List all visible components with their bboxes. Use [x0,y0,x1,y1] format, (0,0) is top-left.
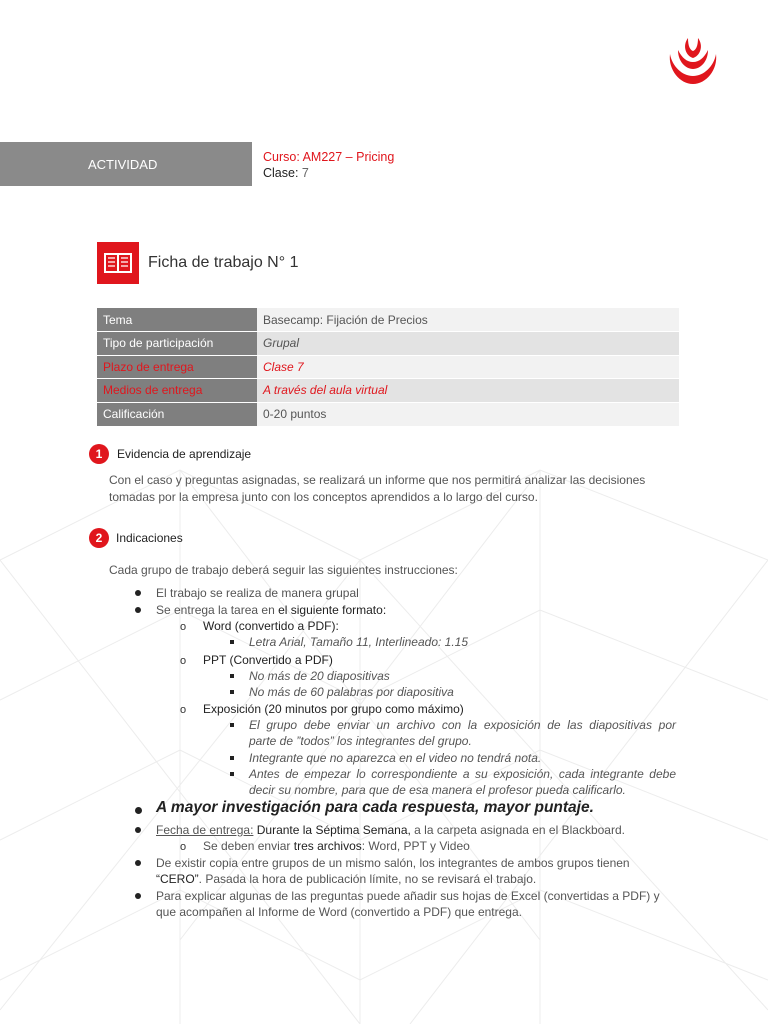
list-text-emph: “CERO” [156,872,199,886]
list-item [156,871,536,887]
course-info [263,149,394,181]
list-item [156,822,625,838]
class-value: 7 [301,166,309,180]
list-item-highlight: A mayor investigación para cada respuesta, mayor puntaje. [156,799,594,816]
section-title: Indicaciones [116,531,183,545]
paragraph-line: Con el caso y preguntas asignadas, se realizará un informe que nos permitirá analizar las decisiones [109,473,646,487]
book-icon [97,242,139,284]
list-text: . Pasada la hora de publicación límite, no se revisará el trabajo. [198,872,537,886]
list-item: De existir copia entre grupos de un mismo salón, los integrantes de ambos grupos tienen [156,856,630,870]
list-item: Letra Arial, Tamaño 11, Interlineado: 1.15 [249,635,469,649]
section-number-badge: 2 [89,528,109,548]
list-item: No más de 20 diapositivas [249,669,390,683]
section-number-badge: 1 [89,444,109,464]
list-text: Se entrega la tarea en [156,603,279,617]
list-text: a la carpeta asignada en el Blackboard. [410,823,625,837]
sub-bullet: o [180,655,187,667]
list-item: El grupo debe enviar un archivo con la exposición de las diapositivas por [249,718,676,732]
bullet-dot [135,860,141,866]
activity-label: ACTIVIDAD [88,156,158,172]
list-item: que acompañen al Informe de Word (convertido a PDF) que entrega. [156,905,522,919]
class-label: Clase: [263,166,299,180]
list-item [156,602,386,618]
row-value: A través del aula virtual [257,379,679,403]
list-item: PPT (Convertido a PDF) [203,653,333,667]
paragraph-line: tomadas por la empresa junto con los conceptos aprendidos a lo largo del curso. [109,490,538,504]
section-title: Evidencia de aprendizaje [117,447,252,461]
list-item: parte de ”todos” los integrantes del grupo. [249,734,472,748]
row-key: Medios de entrega [97,379,257,403]
row-value: Grupal [257,332,679,356]
list-text: Se deben enviar [203,839,294,853]
activity-bar [0,142,252,186]
list-item: No más de 60 palabras por diapositiva [249,685,454,699]
table-row [97,379,679,403]
sub-sub-bullet [230,723,234,727]
sub-sub-bullet [230,772,234,776]
list-item [203,838,470,854]
row-value: Clase 7 [257,355,679,379]
row-key: Plazo de entrega [97,355,257,379]
bullet-dot [135,893,141,899]
row-key: Tipo de participación [97,332,257,356]
list-text: : Word, PPT y Video [361,839,470,853]
course-label: Curso: AM227 – Pricing [263,150,395,164]
list-text-emph: el siguiente formato: [278,603,387,617]
sub-bullet: o [180,704,187,716]
sub-sub-bullet [230,674,234,678]
table-row [97,308,679,332]
list-item: Word (convertido a PDF): [203,619,339,633]
bullet-dot [135,590,141,596]
section1-paragraph [109,472,645,506]
ficha-title: Ficha de trabajo N° 1 [148,254,299,271]
section2-intro: Cada grupo de trabajo deberá seguir las siguientes instrucciones: [109,563,458,577]
table-row [97,355,679,379]
sub-bullet: o [180,841,187,853]
list-item: Antes de empezar lo correspondiente a su exposición, cada integrante debe [249,767,676,781]
sub-bullet: o [180,621,187,633]
list-text-underlined: Fecha de entrega: [156,823,254,837]
sub-sub-bullet [230,640,234,644]
info-table [97,308,679,426]
row-key: Tema [97,308,257,332]
row-value: 0-20 puntos [257,402,679,426]
list-text-emph: tres archivos [293,839,362,853]
bullet-dot [135,807,142,814]
row-key: Calificación [97,402,257,426]
table-row [97,332,679,356]
list-item: El trabajo se realiza de manera grupal [156,586,359,600]
list-item: Exposición (20 minutos por grupo como máximo) [203,702,464,716]
list-item: Integrante que no aparezca en el video no tendrá nota. [249,751,542,765]
university-logo [664,36,722,88]
bullet-dot [135,607,141,613]
sub-sub-bullet [230,690,234,694]
row-value: Basecamp: Fijación de Precios [257,308,679,332]
list-item: decir su nombre, para que de esa manera el profesor pueda calificarlo. [249,783,626,797]
bullet-dot [135,827,141,833]
list-item: Para explicar algunas de las preguntas puede añadir sus hojas de Excel (convertidas a PDF) y [156,889,660,903]
sub-sub-bullet [230,756,234,760]
list-text-emph: Durante la Séptima Semana, [253,823,411,837]
table-row [97,402,679,426]
